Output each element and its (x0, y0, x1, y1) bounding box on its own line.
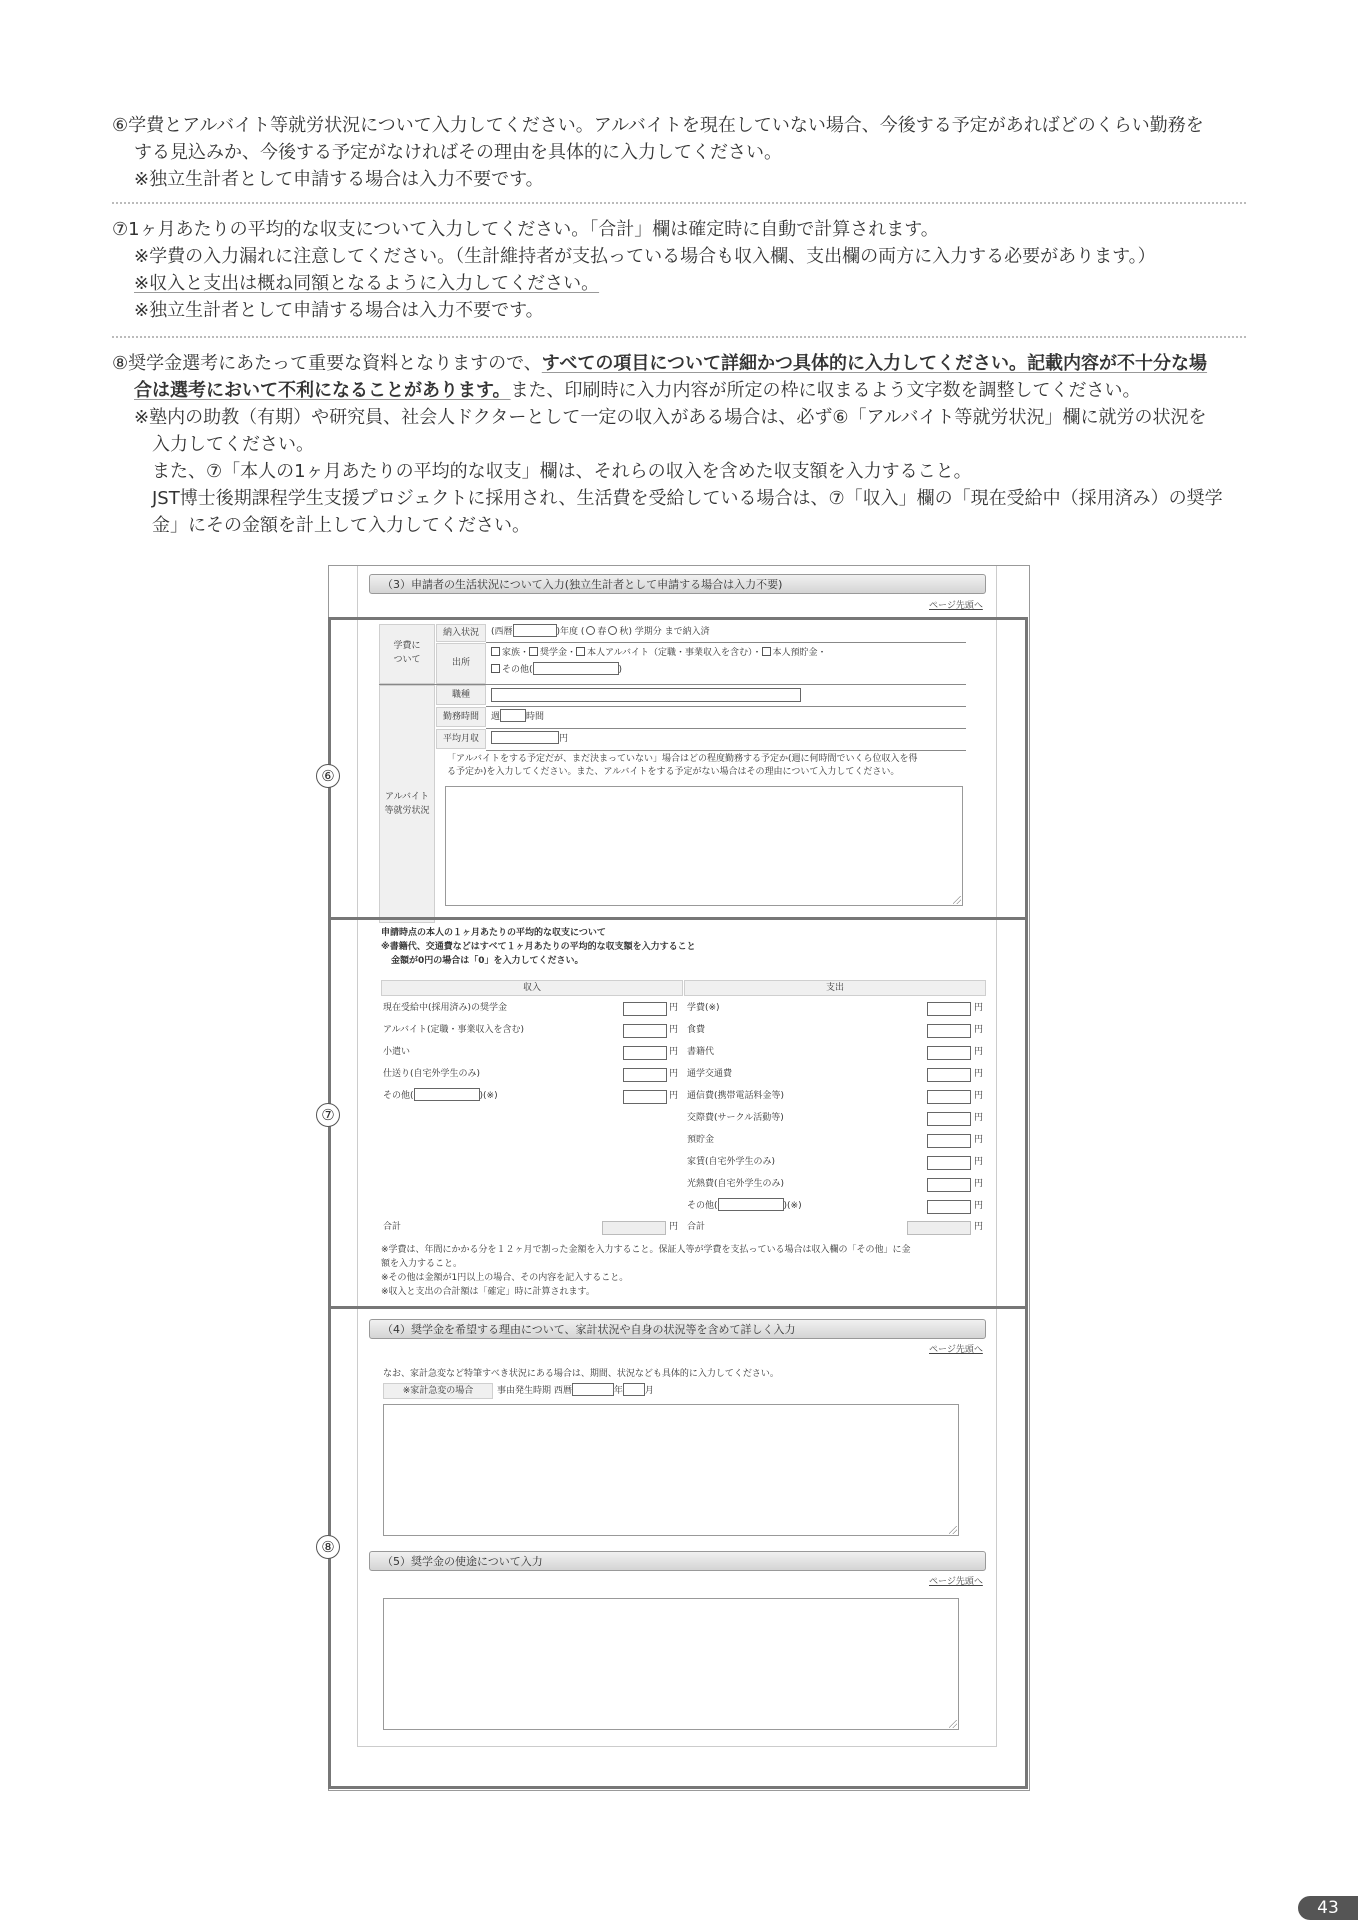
frame-section-8 (328, 1306, 1028, 1789)
yen: 円 (974, 1113, 984, 1123)
page-top-link[interactable]: ページ先頭へ (929, 1345, 983, 1355)
text: ※その他は金額が1円以上の場合、その内容を記入すること。 (381, 1273, 629, 1283)
yen: 円 (974, 1222, 984, 1232)
text: 通学交通費 (687, 1069, 733, 1079)
text: 本人預貯金・ (772, 648, 827, 658)
text: ⑧奨学金選考にあたって重要な資料となりますので、 (112, 353, 542, 374)
emphasis: すべての項目について詳細かつ具体的に入力してください。 (541, 353, 1028, 374)
text: ※書籍代、交通費などはすべて１ヶ月あたりの平均的な収支額を入力すること (381, 942, 696, 952)
text: 本人アルバイト（定職・事業収入を含む）・ (587, 648, 762, 658)
emphasis: 記載内容が不十分な場 (1027, 353, 1208, 374)
text: 月 (644, 1386, 654, 1396)
text: 額を入力すること。 (381, 1259, 463, 1269)
text: ※独立生計者として申請する場合は入力不要です。 (134, 300, 544, 321)
text: 小遣い (383, 1047, 411, 1057)
text: 「アルバイトをする予定だが、まだ決まっていない」場合はどの程度勤務する予定か(週に何時間でいくら位収入を得 (447, 754, 918, 764)
text: (西暦 (491, 627, 513, 637)
text: ⑥学費とアルバイト等就労状況について入力してください。アルバイトを現在していない場合、今後する予定があればどのくらい勤務を (112, 115, 1204, 136)
text: 交際費(サークル活動等) (687, 1113, 784, 1123)
text: )年度 ( (556, 627, 585, 637)
income-label: 平均月収 (436, 729, 486, 749)
text: ※学費は、年間にかかる分を１２ヶ月で割った金額を入力すること。保証人等が学費を支払っている場合は収入欄の「その他」に金 (381, 1245, 911, 1255)
text: 奨学金・ (540, 648, 577, 658)
instruction-6 (112, 112, 1252, 193)
text: ※学費の入力漏れに注意してください。（生計維持者が支払っている場合も収入欄、支出欄の両方に入力する必要があります。） (134, 246, 1156, 267)
emergency-label: ※家計急変の場合 (383, 1383, 493, 1399)
page-top-link[interactable]: ページ先頭へ (929, 1577, 983, 1587)
instruction-7 (112, 216, 1252, 324)
text: 学費に (393, 641, 421, 651)
yen: 円 (669, 1069, 679, 1079)
income-header: 収入 (381, 980, 683, 996)
yen: 円 (974, 1157, 984, 1167)
text: ) 学期分 まで納入済 (628, 627, 710, 637)
expense-header: 支出 (684, 980, 986, 996)
yen: 円 (974, 1069, 984, 1079)
marker-6: ⑥ (316, 764, 340, 788)
yen: 円 (974, 1025, 984, 1035)
instruction-8 (112, 350, 1252, 539)
section3-title-bar: （3）申請者の生活状況について入力(独立生計者として申請する場合は入力不要) (369, 574, 986, 594)
text: 金」にその金額を計上して入力してください。 (152, 515, 530, 536)
text: その他( (687, 1201, 718, 1211)
frame-section-7 (328, 917, 1028, 1309)
text: ※独立生計者として申請する場合は入力不要です。 (134, 169, 544, 190)
expense-total-label: 合計 (687, 1222, 706, 1232)
text: 春 (597, 627, 607, 637)
text: 入力してください。 (152, 434, 314, 455)
payment-label: 納入状況 (436, 624, 486, 642)
text: 仕送り(自宅外学生のみ) (383, 1069, 481, 1079)
text: 円 (559, 734, 569, 744)
emphasis: 合は選考において不利になることがあります。 (134, 380, 511, 401)
yen: 円 (669, 1222, 679, 1232)
text: 家賃(自宅外学生のみ) (687, 1157, 776, 1167)
text: )(※) (479, 1091, 498, 1101)
marker-7: ⑦ (316, 1103, 340, 1127)
text: 年 (613, 1386, 623, 1396)
divider (112, 336, 1246, 338)
yen: 円 (974, 1091, 984, 1101)
text (112, 350, 1252, 377)
text: 金額が0円の場合は「0」を入力してください。 (391, 956, 584, 966)
text: 学費(※) (687, 1003, 720, 1013)
section5-title-bar: （5）奨学金の使途について入力 (369, 1551, 986, 1571)
source-label: 出所 (436, 643, 486, 684)
text: する見込みか、今後する予定がなければその理由を具体的に入力してください。 (134, 142, 782, 163)
text: )(※) (783, 1201, 802, 1211)
text: JST博士後期課程学生支援プロジェクトに採用され、生活費を受給している場合は、⑦「収入」欄の「現在受給中（採用済み）の奨学 (152, 488, 1223, 509)
divider (112, 202, 1246, 204)
hours-label: 勤務時間 (436, 707, 486, 727)
text: 週 (491, 712, 501, 722)
yen: 円 (669, 1003, 679, 1013)
text: 現在受給中(採用済み)の奨学金 (383, 1003, 508, 1013)
text: 家族・ (502, 648, 530, 658)
text: アルバイト (384, 792, 429, 802)
text: 事由発生時期 西暦 (497, 1386, 572, 1396)
text: ※塾内の助教（有期）や研究員、社会人ドクターとして一定の収入がある場合は、必ず⑥「アルバイト等就労状況」欄に就労の状況を (134, 407, 1207, 428)
yen: 円 (974, 1003, 984, 1013)
text: 申請時点の本人の１ヶ月あたりの平均的な収支について (381, 928, 606, 938)
sec4-note: なお、家計急変など特筆すべき状況にある場合は、期間、状況なども具体的に入力してください。 (383, 1369, 779, 1379)
income-total-label: 合計 (383, 1222, 402, 1232)
yen: 円 (974, 1047, 984, 1057)
page-top-link[interactable]: ページ先頭へ (929, 601, 983, 611)
source-row-2: その他( ) (491, 662, 971, 679)
yen: 円 (974, 1179, 984, 1189)
text: 預貯金 (687, 1135, 715, 1145)
text: ついて (393, 655, 421, 665)
marker-8: ⑧ (316, 1535, 340, 1559)
yen: 円 (974, 1201, 984, 1211)
text: ※収入と支出は概ね同額となるように入力してください。 (134, 273, 600, 294)
yen: 円 (669, 1025, 679, 1035)
yen: 円 (669, 1047, 679, 1057)
text: その他( (383, 1091, 414, 1101)
text: アルバイト(定職・事業収入を含む) (383, 1025, 525, 1035)
section4-title-bar: （4）奨学金を希望する理由について、家計状況や自身の状況等を含めて詳しく入力 (369, 1319, 986, 1339)
page-number: 43 (1298, 1896, 1358, 1920)
text: る予定か)を入力してください。また、アルバイトをする予定がない場合はその理由について入力してください。 (447, 767, 900, 777)
yen: 円 (974, 1135, 984, 1145)
text: 書籍代 (687, 1047, 715, 1057)
job-label: 職種 (436, 685, 486, 705)
text: 食費 (687, 1025, 706, 1035)
text: その他( (502, 665, 533, 675)
text: ※収入と支出の合計額は「確定」時に計算されます。 (381, 1287, 595, 1297)
text: 通信費(携帯電話料金等) (687, 1091, 785, 1101)
text: また、⑦「本人の1ヶ月あたりの平均的な収支」欄は、それらの収入を含めた収支額を入力すること。 (152, 461, 972, 482)
text: ⑦1ヶ月あたりの平均的な収支について入力してください。「合計」欄は確定時に自動で計算されます。 (112, 219, 939, 240)
text: また、印刷時に入力内容が所定の枠に収まるよう文字数を調整してください。 (510, 380, 1141, 401)
text: 光熱費(自宅外学生のみ) (687, 1179, 785, 1189)
text: 等就労状況 (384, 806, 430, 816)
text: 秋 (619, 627, 629, 637)
frame-section-6 (328, 617, 1028, 920)
yen: 円 (669, 1091, 679, 1101)
text (112, 377, 1252, 404)
text: 時間 (526, 712, 545, 722)
